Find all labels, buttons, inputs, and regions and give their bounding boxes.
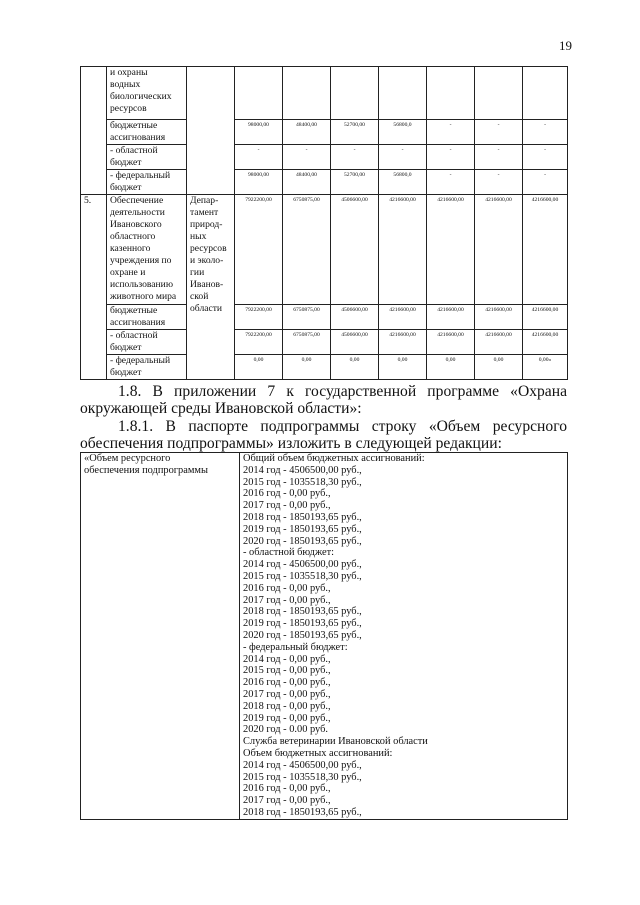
resource-value-line: 2018 год - 0,00 руб.,: [243, 700, 331, 712]
value-cell: -: [523, 145, 568, 170]
row-name-line: - областной: [110, 330, 158, 341]
resource-value-line: 2020 год - 1850193,65 руб.,: [243, 629, 362, 641]
page-number: 19: [559, 38, 572, 53]
row-name-line: и охраны: [110, 67, 148, 78]
resource-value-line: 2016 год - 0,00 руб.,: [243, 783, 331, 795]
value-cell: 0,00: [475, 355, 523, 380]
row-name-cell: [107, 355, 187, 380]
row-name-line: - областной: [110, 145, 158, 156]
table-row: [81, 170, 568, 195]
value-cell: 98000,00: [235, 120, 283, 145]
resource-label-line: «Объем ресурсного: [84, 453, 171, 464]
value-cell: -: [283, 145, 331, 170]
table-row: [81, 355, 568, 380]
resource-value-line: Общий объем бюджетных ассигнований:: [243, 453, 425, 464]
value-cell: 4216600,00: [379, 305, 427, 330]
resource-value-line: 2014 год - 4506500,00 руб.,: [243, 559, 362, 571]
row-name-line: учреждения по: [110, 255, 172, 266]
table-row: [81, 330, 568, 355]
row-name-line: бюджет: [110, 367, 142, 378]
executor-line: ской: [190, 291, 209, 302]
row-name-line: областного: [110, 231, 156, 242]
resource-value-line: 2014 год - 4506500,00 руб.,: [243, 759, 362, 771]
value-cell: 7922200,00: [235, 330, 283, 355]
value-cell: -: [427, 145, 475, 170]
value-cell: 56800,0: [379, 170, 427, 195]
row-name-line: животного мира: [110, 291, 177, 302]
value-cell: 0,00»: [523, 355, 568, 380]
row-name-line: Обеспечение: [110, 195, 164, 206]
resource-table: [80, 452, 568, 820]
value-cell: -: [475, 145, 523, 170]
table-row: [81, 145, 568, 170]
resource-label-cell: [81, 453, 240, 820]
resource-value-line: 2019 год - 1850193,65 руб.,: [243, 523, 362, 535]
resource-value-line: 2018 год - 1850193,65 руб.,: [243, 806, 362, 818]
row-name-line: водных: [110, 79, 141, 90]
value-cell: 56800,0: [379, 120, 427, 145]
resource-value-line: 2018 год - 1850193,65 руб.,: [243, 511, 362, 523]
value-cell: -: [331, 145, 379, 170]
value-cell: 4216600,00: [523, 195, 568, 305]
value-cell: 4506600,00: [331, 305, 379, 330]
row-name-line: - федеральный: [110, 170, 171, 181]
value-cell: -: [379, 145, 427, 170]
value-cell: 4216600,00: [379, 330, 427, 355]
row-name-line: использованию: [110, 279, 173, 290]
value-cell: -: [235, 145, 283, 170]
value-cell: 4506600,00: [331, 195, 379, 305]
resource-value-line: 2017 год - 0,00 руб.,: [243, 688, 331, 700]
resource-row: [81, 453, 568, 820]
resource-value-line: 2015 год - 1035518,30 руб.,: [243, 570, 362, 582]
row-name-cell: [107, 145, 187, 170]
row-name-line: охране и: [110, 267, 146, 278]
row-name-cell: [107, 120, 187, 145]
value-cell: 0,00: [379, 355, 427, 380]
value-cell: 4216600,00: [475, 195, 523, 305]
value-cell: -: [475, 170, 523, 195]
value-cell: 4216600,00: [427, 330, 475, 355]
row-index-cell: [81, 67, 107, 195]
paragraph-1-8-cont: окружающей среды Ивановской области»:: [80, 400, 362, 417]
row-name-line: биологических: [110, 91, 172, 102]
paragraph-1-8: 1.8. В приложении 7 к государственной программе «Охрана: [118, 383, 567, 400]
executor-line: и эколо-: [190, 255, 224, 266]
row-name-cell: [107, 195, 187, 305]
resource-value-line: 2016 год - 0,00 руб.,: [243, 677, 331, 689]
value-cell: 52700,00: [331, 170, 379, 195]
resource-value-line: 2017 год - 0,00 руб.,: [243, 594, 331, 606]
paragraph-1-8-1: 1.8.1. В паспорте подпрограммы строку «Объем ресурсного: [118, 418, 567, 435]
table-row: [81, 67, 568, 120]
row-name-line: бюджет: [110, 157, 142, 168]
value-cell: 6750875,00: [283, 195, 331, 305]
resource-value-line: 2017 год - 0,00 руб.,: [243, 795, 331, 807]
row-name-line: ассигнования: [110, 317, 166, 328]
value-cell: 4216600,00: [379, 195, 427, 305]
row-name-line: бюджетные: [110, 120, 158, 131]
row-name-cell: [107, 67, 187, 120]
resource-value-line: 2015 год - 1035518,30 руб.,: [243, 476, 362, 488]
value-cell: -: [475, 120, 523, 145]
resource-value-line: - федеральный бюджет:: [243, 641, 348, 653]
value-cell: 0,00: [331, 355, 379, 380]
value-cell: 0,00: [427, 355, 475, 380]
value-cell: 4506600,00: [331, 330, 379, 355]
value-cell: 4216600,00: [475, 305, 523, 330]
executor-line: тамент: [190, 207, 219, 218]
resource-value-line: 2015 год - 1035518,30 руб.,: [243, 771, 362, 783]
row-name-cell: [107, 305, 187, 330]
value-cell: 48400,00: [283, 120, 331, 145]
resource-value-line: 2015 год - 0,00 руб.,: [243, 665, 331, 677]
executor-cell: [187, 67, 235, 195]
row-name-cell: [107, 170, 187, 195]
value-cell: -: [523, 120, 568, 145]
resource-values-cell: [240, 453, 568, 820]
value-cell: 52700,00: [331, 120, 379, 145]
value-cell: [235, 67, 283, 120]
table-row: [81, 305, 568, 330]
resource-value-line: 2020 год - 0.00 руб.: [243, 724, 329, 736]
value-cell: 0,00: [235, 355, 283, 380]
value-cell: 4216600,00: [427, 305, 475, 330]
executor-line: ных: [190, 231, 207, 242]
resource-value-line: 2020 год - 1850193,65 руб.,: [243, 535, 362, 547]
value-cell: -: [427, 170, 475, 195]
executor-line: области: [190, 303, 223, 314]
row-name-line: бюджетные: [110, 305, 158, 316]
row-name-line: Ивановского: [110, 219, 162, 230]
resource-value-line: 2018 год - 1850193,65 руб.,: [243, 606, 362, 618]
row-name-line: - федеральный: [110, 355, 171, 366]
value-cell: 48400,00: [283, 170, 331, 195]
row-name-line: бюджет: [110, 342, 142, 353]
value-cell: [331, 67, 379, 120]
value-cell: [427, 67, 475, 120]
paragraph-1-8-1-cont: обеспечения подпрограммы» изложить в следующей редакции:: [80, 435, 502, 452]
resource-label-line: обеспечения подпрограммы: [84, 464, 208, 476]
resource-value-line: 2019 год - 1850193,65 руб.,: [243, 618, 362, 630]
value-cell: 98000,00: [235, 170, 283, 195]
value-cell: [475, 67, 523, 120]
resource-value-line: 2019 год - 0,00 руб.,: [243, 712, 331, 724]
value-cell: [523, 67, 568, 120]
value-cell: 4216600,00: [523, 330, 568, 355]
value-cell: -: [427, 120, 475, 145]
resource-value-line: 2016 год - 0,00 руб.,: [243, 582, 331, 594]
value-cell: -: [523, 170, 568, 195]
value-cell: 6750875,00: [283, 330, 331, 355]
value-cell: 6750875,00: [283, 305, 331, 330]
executor-line: гии: [190, 267, 205, 278]
executor-line: Депар-: [190, 195, 219, 206]
table-row: [81, 120, 568, 145]
executor-line: ресурсов: [190, 243, 227, 254]
value-cell: 4216600,00: [427, 195, 475, 305]
value-cell: [379, 67, 427, 120]
resource-value-line: Служба ветеринарии Ивановской области: [243, 736, 428, 748]
row-index-cell: 5.: [81, 195, 107, 380]
resource-value-line: 2014 год - 0,00 руб.,: [243, 653, 331, 665]
value-cell: 4216600,00: [523, 305, 568, 330]
resource-value-line: - областной бюджет:: [243, 547, 335, 559]
value-cell: 7922200,00: [235, 195, 283, 305]
value-cell: 4216600,00: [475, 330, 523, 355]
executor-line: природ-: [190, 219, 223, 230]
budget-table: [80, 66, 568, 380]
row-name-cell: [107, 330, 187, 355]
value-cell: 7922200,00: [235, 305, 283, 330]
value-cell: 0,00: [283, 355, 331, 380]
executor-cell: [187, 195, 235, 380]
resource-value-line: 2016 год - 0,00 руб.,: [243, 488, 331, 500]
value-cell: [283, 67, 331, 120]
resource-value-line: Объем бюджетных ассигнований:: [243, 747, 393, 759]
table-row: [81, 195, 568, 305]
row-name-line: ресурсов: [110, 103, 147, 114]
resource-value-line: 2017 год - 0,00 руб.,: [243, 500, 331, 512]
executor-line: Иванов-: [190, 279, 224, 290]
row-name-line: бюджет: [110, 182, 142, 193]
row-name-line: деятельности: [110, 207, 165, 218]
resource-value-line: 2014 год - 4506500,00 руб.,: [243, 464, 362, 476]
row-name-line: казенного: [110, 243, 151, 254]
row-name-line: ассигнования: [110, 132, 166, 143]
